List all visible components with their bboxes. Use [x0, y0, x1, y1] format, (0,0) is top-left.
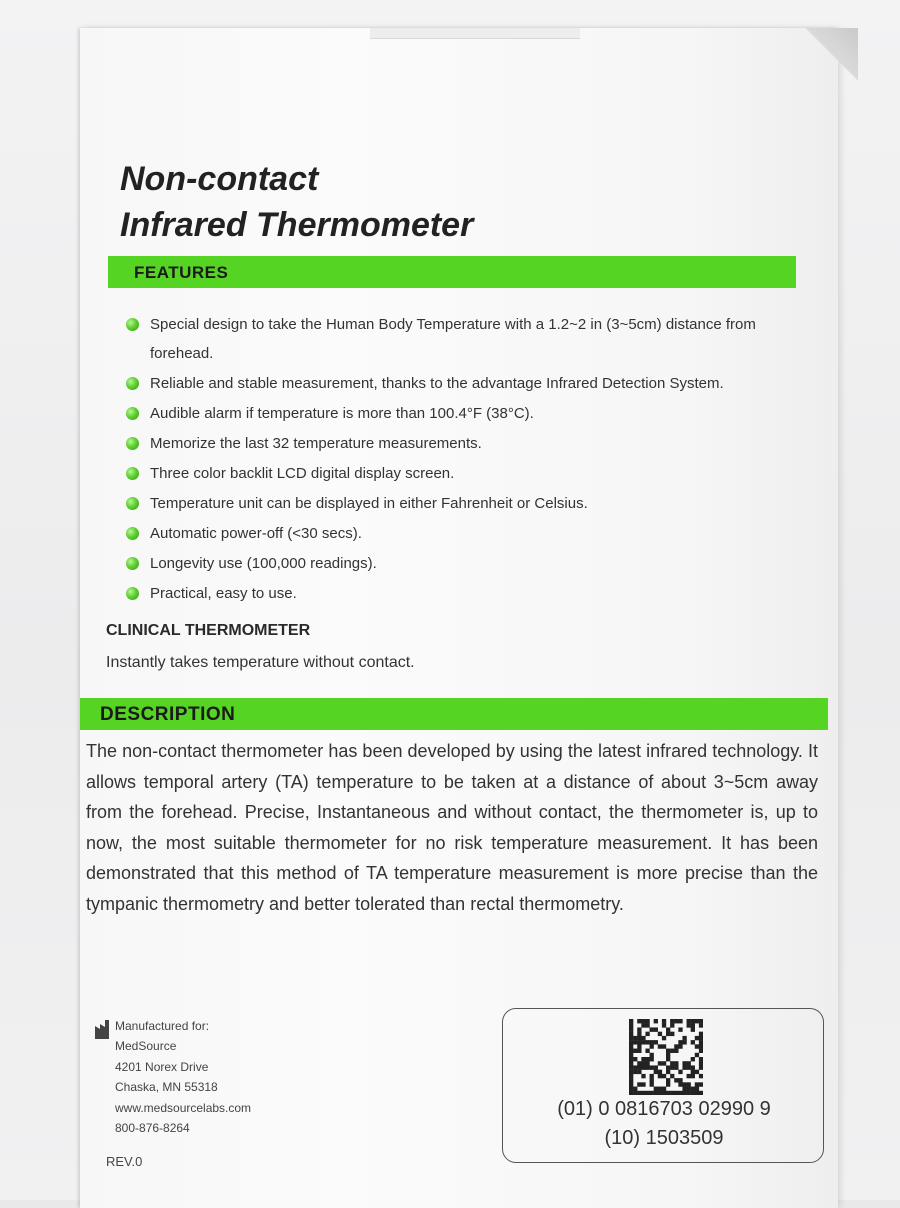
description-text: The non-contact thermometer has been developed by using the latest infrared technology. It allows temporal artery (TA) temperature to be taken at a distance of about 3~5cm away from the forehead. Precise, Instantaneous and without contact, the thermometer is, up to now, the most suitable thermometer for no risk temperature measurement. It has been demonstrated that this method of TA temperature measurement is more precise than the tympanic thermometry and better tolerated than rectal thermometry. — [86, 741, 818, 914]
product-box-back-panel — [80, 28, 838, 1208]
green-bullet-icon — [126, 437, 139, 450]
features-heading: FEATURES — [108, 256, 796, 288]
feature-text: Memorize the last 32 temperature measurements. — [150, 435, 482, 452]
green-bullet-icon — [126, 467, 139, 480]
feature-item — [124, 399, 804, 428]
green-bullet-icon — [126, 377, 139, 390]
manufacturer-line: Manufactured for: — [115, 1019, 210, 1033]
feature-item — [124, 310, 804, 368]
feature-item — [124, 459, 804, 488]
udi-lot-line: (10) 1503509 — [604, 1127, 724, 1149]
manufacturer-line: 800-876-8264 — [115, 1121, 190, 1136]
manufacturer-line: 4201 Norex Drive — [115, 1059, 209, 1074]
green-bullet-icon — [126, 527, 139, 540]
feature-item — [124, 429, 804, 458]
feature-item — [124, 489, 804, 518]
manufacturer-line: www.medsourcelabs.com — [115, 1100, 252, 1115]
udi-gtin-line: (01) 0 0816703 02990 9 — [557, 1098, 771, 1120]
feature-text: Special design to take the Human Body Temperature with a 1.2~2 in (3~5cm) distance from forehead. — [150, 316, 756, 362]
feature-text: Longevity use (100,000 readings). — [150, 555, 377, 572]
box-flap-notch — [370, 28, 580, 39]
description-heading: DESCRIPTION — [80, 698, 828, 730]
datamatrix-code-icon — [629, 1019, 703, 1095]
green-bullet-icon — [126, 587, 139, 600]
revision-label: REV.0 — [106, 1154, 143, 1169]
green-bullet-icon — [126, 557, 139, 570]
feature-item — [124, 369, 804, 398]
product-title — [120, 156, 473, 248]
feature-item — [124, 519, 804, 548]
manufacturer-address — [115, 1016, 315, 1138]
feature-text: Reliable and stable measurement, thanks to the advantage Infrared Detection System. — [150, 375, 724, 392]
feature-item — [124, 579, 804, 608]
box-corner-tear — [798, 28, 858, 98]
feature-text: Audible alarm if temperature is more than 100.4°F (38°C). — [150, 405, 534, 422]
green-bullet-icon — [126, 407, 139, 420]
feature-text: Three color backlit LCD digital display screen. — [150, 465, 455, 482]
udi-label-box — [502, 1008, 824, 1163]
feature-text: Temperature unit can be displayed in either Fahrenheit or Celsius. — [150, 495, 588, 512]
manufacturer-line: Chaska, MN 55318 — [115, 1080, 218, 1095]
green-bullet-icon — [126, 497, 139, 510]
manufacturer-line: MedSource — [115, 1039, 177, 1054]
feature-text: Automatic power-off (<30 secs). — [150, 525, 362, 542]
product-title-line1: Non-contact — [120, 160, 319, 198]
clinical-text: Instantly takes temperature without contact. — [106, 654, 415, 671]
feature-text: Practical, easy to use. — [150, 585, 297, 602]
clinical-heading: CLINICAL THERMOMETER — [106, 622, 311, 639]
product-title-line2: Infrared Thermometer — [120, 206, 474, 244]
factory-icon — [94, 1018, 112, 1040]
green-bullet-icon — [126, 318, 139, 331]
feature-item — [124, 549, 804, 578]
features-list — [124, 310, 804, 609]
